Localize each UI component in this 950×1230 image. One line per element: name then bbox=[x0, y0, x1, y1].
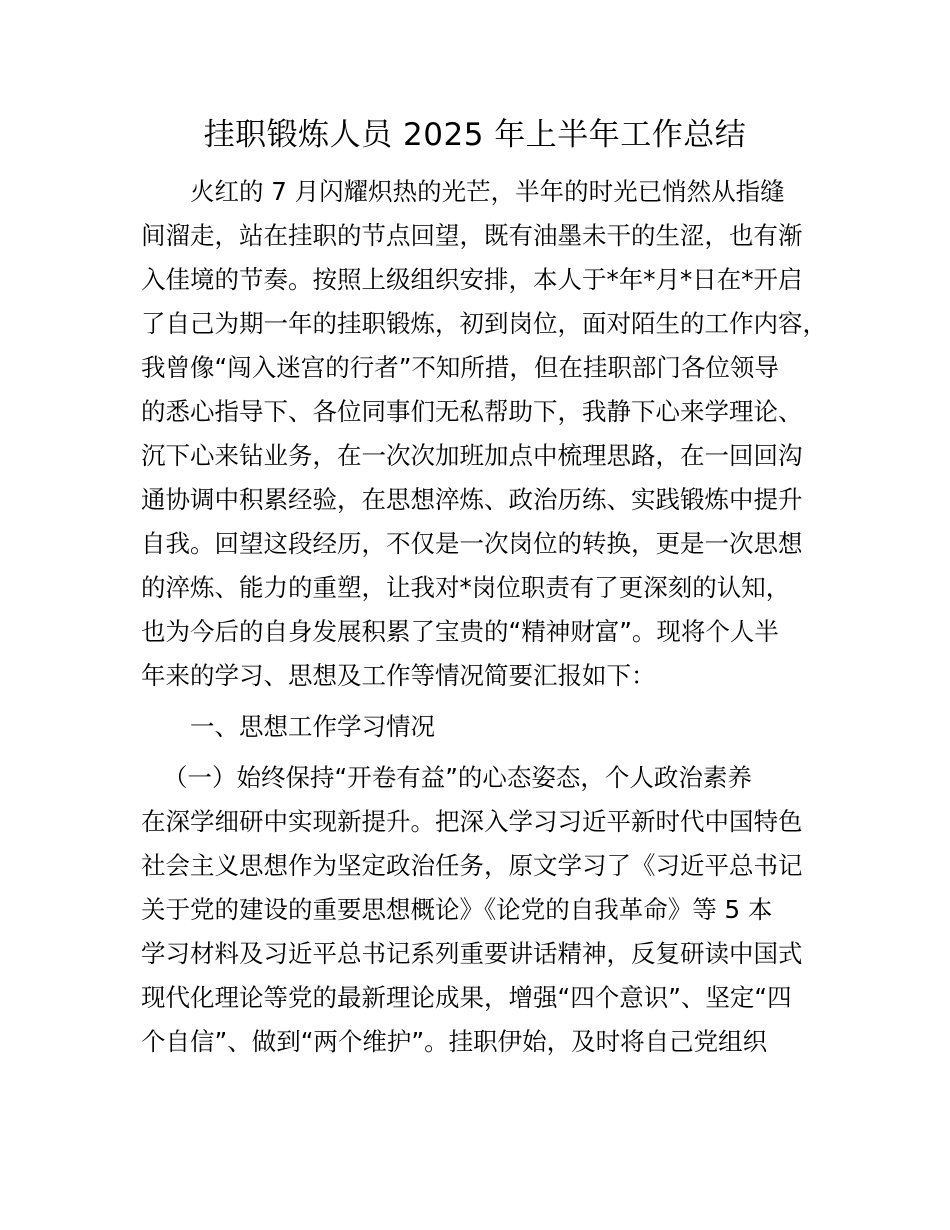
paragraph-line: 间溜走，站在挂职的节点回望，既有油墨未干的生涩，也有渐 bbox=[141, 221, 803, 250]
section-heading: 一、思想工作学习情况 bbox=[190, 712, 435, 741]
paragraph-line: 通协调中积累经验，在思想淬炼、政治历练、实践锻炼中提升 bbox=[141, 485, 803, 514]
paragraph-line: 也为今后的自身发展积累了宝贵的“精神财富”。现将个人半 bbox=[141, 617, 779, 646]
paragraph-line: 社会主义思想作为坚定政治任务，原文学习了《习近平总书记 bbox=[141, 851, 803, 880]
paragraph-line: 的淬炼、能力的重塑，让我对*岗位职责有了更深刻的认知， bbox=[141, 573, 791, 602]
paragraph-line: 入佳境的节奏。按照上级组织安排，本人于*年*月*日在*开启 bbox=[141, 265, 803, 294]
paragraph-line: 的悉心指导下、各位同事们无私帮助下，我静下心来学理论、 bbox=[141, 397, 803, 426]
paragraph-line: 了自己为期一年的挂职锻炼，初到岗位，面对陌生的工作内容， bbox=[141, 309, 827, 338]
paragraph-line: 年来的学习、思想及工作等情况简要汇报如下： bbox=[141, 661, 656, 690]
paragraph-line: 火红的 7 月闪耀炽热的光芒，半年的时光已悄然从指缝 bbox=[190, 177, 785, 206]
paragraph-line: 个自信”、做到“两个维护”。挂职伊始，及时将自己党组织 bbox=[141, 1027, 768, 1056]
paragraph-line: 关于党的建设的重要思想概论》《论党的自我革命》等 5 本 bbox=[141, 895, 773, 924]
paragraph-line: 现代化理论等党的最新理论成果，增强“四个意识”、坚定“四 bbox=[141, 983, 792, 1012]
document-title: 挂职锻炼人员 2025 年上半年工作总结 bbox=[203, 117, 747, 153]
paragraph-line: 我曾像“闯入迷宫的行者”不知所措，但在挂职部门各位领导 bbox=[141, 353, 779, 382]
paragraph-line: （一）始终保持“开卷有益”的心态姿态，个人政治素养 bbox=[163, 763, 752, 792]
paragraph-line: 自我。回望这段经历，不仅是一次岗位的转换，更是一次思想 bbox=[141, 529, 803, 558]
paragraph-line: 在深学细研中实现新提升。把深入学习习近平新时代中国特色 bbox=[141, 807, 803, 836]
paragraph-line: 学习材料及习近平总书记系列重要讲话精神，反复研读中国式 bbox=[141, 939, 803, 968]
paragraph-line: 沉下心来钻业务，在一次次加班加点中梳理思路，在一回回沟 bbox=[141, 441, 803, 470]
